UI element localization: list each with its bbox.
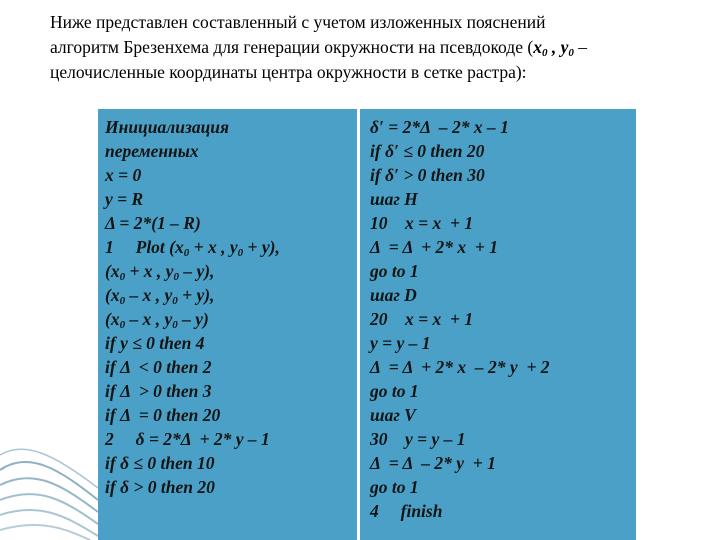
code-line <box>370 499 636 523</box>
code-text: if δ′ ≤ 0 then 20 <box>370 141 485 161</box>
code-line <box>370 451 636 475</box>
code-text: + y), <box>177 285 215 305</box>
code-text: if δ′ > 0 then 30 <box>370 165 485 185</box>
code-text: go to 1 <box>370 381 419 401</box>
code-text: if y ≤ 0 then 4 <box>105 333 205 353</box>
code-subscript: 0 <box>173 271 179 283</box>
code-subscript: 0 <box>183 247 190 259</box>
code-text: Δ = Δ + 2* x – 2* y + 2 <box>370 357 550 377</box>
code-line <box>370 283 636 307</box>
code-line <box>105 283 357 307</box>
code-line <box>105 163 357 187</box>
center-y-variable: y <box>560 37 569 57</box>
code-text: 20 x = x + 1 <box>370 309 474 329</box>
code-text: if Δ > 0 then 3 <box>105 381 212 401</box>
variable-separator: , <box>547 37 561 57</box>
code-text: – y) <box>177 309 209 329</box>
intro-paragraph <box>50 10 700 85</box>
code-line <box>105 235 357 259</box>
code-line <box>370 427 636 451</box>
code-line <box>105 427 357 451</box>
code-line <box>370 139 636 163</box>
code-text: 2 δ = 2*Δ + 2* y – 1 <box>105 429 270 449</box>
pseudocode-table <box>98 109 636 540</box>
code-text: + x , y <box>189 237 238 257</box>
code-subscript: 0 <box>237 247 244 259</box>
code-text: шаг V <box>370 405 416 425</box>
code-line <box>105 259 357 283</box>
code-line <box>105 211 357 235</box>
code-text: шаг D <box>370 285 417 305</box>
code-subscript: 0 <box>119 319 126 331</box>
code-line <box>370 403 636 427</box>
code-text: (x <box>105 261 120 281</box>
code-line <box>105 307 357 331</box>
code-line <box>370 331 636 355</box>
code-text: if Δ < 0 then 2 <box>105 357 212 377</box>
code-text: + x , y <box>125 261 174 281</box>
code-line <box>370 211 636 235</box>
code-line <box>105 475 357 499</box>
code-line <box>370 235 636 259</box>
code-text: δ′ = 2*Δ – 2* x – 1 <box>370 117 509 137</box>
code-text: Δ = Δ + 2* x + 1 <box>370 237 499 257</box>
code-text: (x <box>105 285 120 305</box>
center-y-subscript: 0 <box>568 47 574 59</box>
code-text: Инициализация <box>105 117 230 137</box>
intro-line-1: Ниже представлен составленный с учетом изложенных пояснений <box>50 12 546 32</box>
code-line <box>105 355 357 379</box>
code-line <box>370 115 636 139</box>
code-line <box>370 475 636 499</box>
code-line <box>370 379 636 403</box>
pseudocode-right-column <box>360 109 636 540</box>
code-text: go to 1 <box>370 261 419 281</box>
code-text: y = R <box>105 189 144 209</box>
code-text: 30 y = y – 1 <box>370 429 466 449</box>
code-line <box>105 331 357 355</box>
code-line <box>370 259 636 283</box>
center-x-variable: x <box>533 37 542 57</box>
code-line <box>105 379 357 403</box>
center-x-subscript: 0 <box>541 47 548 59</box>
code-text: 10 x = x + 1 <box>370 213 474 233</box>
code-text: if δ > 0 then 20 <box>105 477 215 497</box>
code-text: – x , y <box>125 285 173 305</box>
intro-line-3: целочисленные координаты центра окружности в сетке растра): <box>50 62 527 82</box>
code-line <box>105 139 357 163</box>
intro-line-2-tail: – <box>573 37 587 57</box>
code-line <box>105 403 357 427</box>
code-line <box>105 187 357 211</box>
code-text: if δ ≤ 0 then 10 <box>105 453 215 473</box>
code-text: – x , y <box>125 309 173 329</box>
code-text: 4 finish <box>370 501 443 521</box>
code-text: – y), <box>178 261 215 281</box>
code-line <box>105 451 357 475</box>
code-line <box>370 187 636 211</box>
code-subscript: 0 <box>172 295 178 307</box>
code-subscript: 0 <box>119 295 126 307</box>
code-text: 1 Plot (x <box>105 237 184 257</box>
code-text: (x <box>105 309 120 329</box>
code-line <box>370 307 636 331</box>
code-text: if Δ = 0 then 20 <box>105 405 221 425</box>
code-text: переменных <box>105 141 199 161</box>
code-text: y = y – 1 <box>370 333 431 353</box>
code-text: go to 1 <box>370 477 419 497</box>
code-subscript: 0 <box>172 319 178 331</box>
code-text: + y), <box>243 237 280 257</box>
code-line <box>105 115 357 139</box>
code-text: Δ = Δ – 2* y + 1 <box>370 453 496 473</box>
code-subscript: 0 <box>119 271 126 283</box>
code-line <box>370 163 636 187</box>
code-text: Δ = 2*(1 – R) <box>105 213 201 233</box>
code-line <box>370 355 636 379</box>
intro-line-2 <box>50 35 700 60</box>
code-text: шаг H <box>370 189 418 209</box>
code-text: x = 0 <box>105 165 142 185</box>
pseudocode-left-column <box>98 109 360 540</box>
intro-line-2-text: алгоритм Брезенхема для генерации окружности на псевдокоде ( <box>50 37 534 57</box>
